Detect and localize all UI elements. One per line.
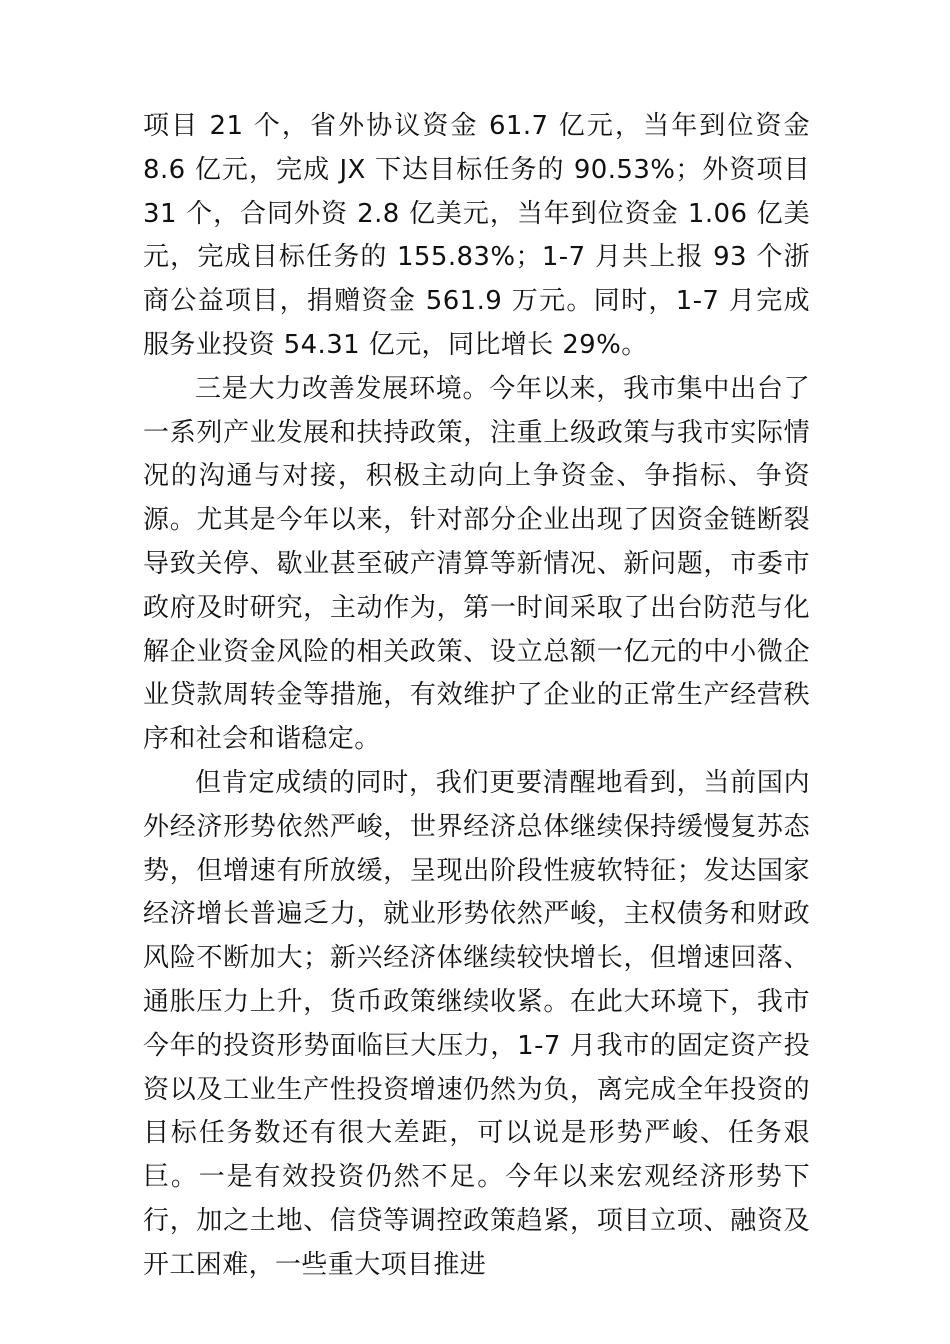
document-body bbox=[143, 105, 810, 1288]
paragraph-investment-results: 项目 21 个，省外协议资金 61.7 亿元，当年到位资金 8.6 亿元，完成 JX 下达目标任务的 90.53%；外资项目 31 个，合同外资 2.8 亿美元，当年到位资金 1.06 亿美元，完成目标任务的 155.83%；1-7 月共上报 93 个浙商公益项目，捐赠资金 561.9 万元。同时，1-7 月完成服务业投资 54.31 亿元，同比增长 29%。 bbox=[143, 111, 810, 360]
paragraph-development-environment: 三是大力改善发展环境。今年以来，我市集中出台了一系列产业发展和扶持政策，注重上级政策与我市实际情况的沟通与对接，积极主动向上争资金、争指标、争资源。尤其是今年以来，针对部分企业出现了因资金链断裂导致关停、歇业甚至破产清算等新情况、新问题，市委市政府及时研究，主动作为，第一时间采取了出台防范与化解企业资金风险的相关政策、设立总额一亿元的中小微企业贷款周转金等措施，有效维护了企业的正常生产经营秩序和社会和谐稳定。 bbox=[143, 373, 810, 755]
paragraph-economic-situation: 但肯定成绩的同时，我们更要清醒地看到，当前国内外经济形势依然严峻，世界经济总体继续保持缓慢复苏态势，但增速有所放缓，呈现出阶段性疲软特征；发达国家经济增长普遍乏力，就业形势依然严峻，主权债务和财政风险不断加大；新兴经济体继续较快增长，但增速回落、通胀压力上升，货币政策继续收紧。在此大环境下，我市今年的投资形势面临巨大压力，1-7 月我市的固定资产投资以及工业生产性投资增速仍然为负，离完成全年投资的目标任务数还有很大差距，可以说是形势严峻、任务艰巨。一是有效投资仍然不足。今年以来宏观经济形势下行，加之土地、信贷等调控政策趋紧，项目立项、融资及开工困难，一些重大项目推进 bbox=[143, 767, 810, 1280]
